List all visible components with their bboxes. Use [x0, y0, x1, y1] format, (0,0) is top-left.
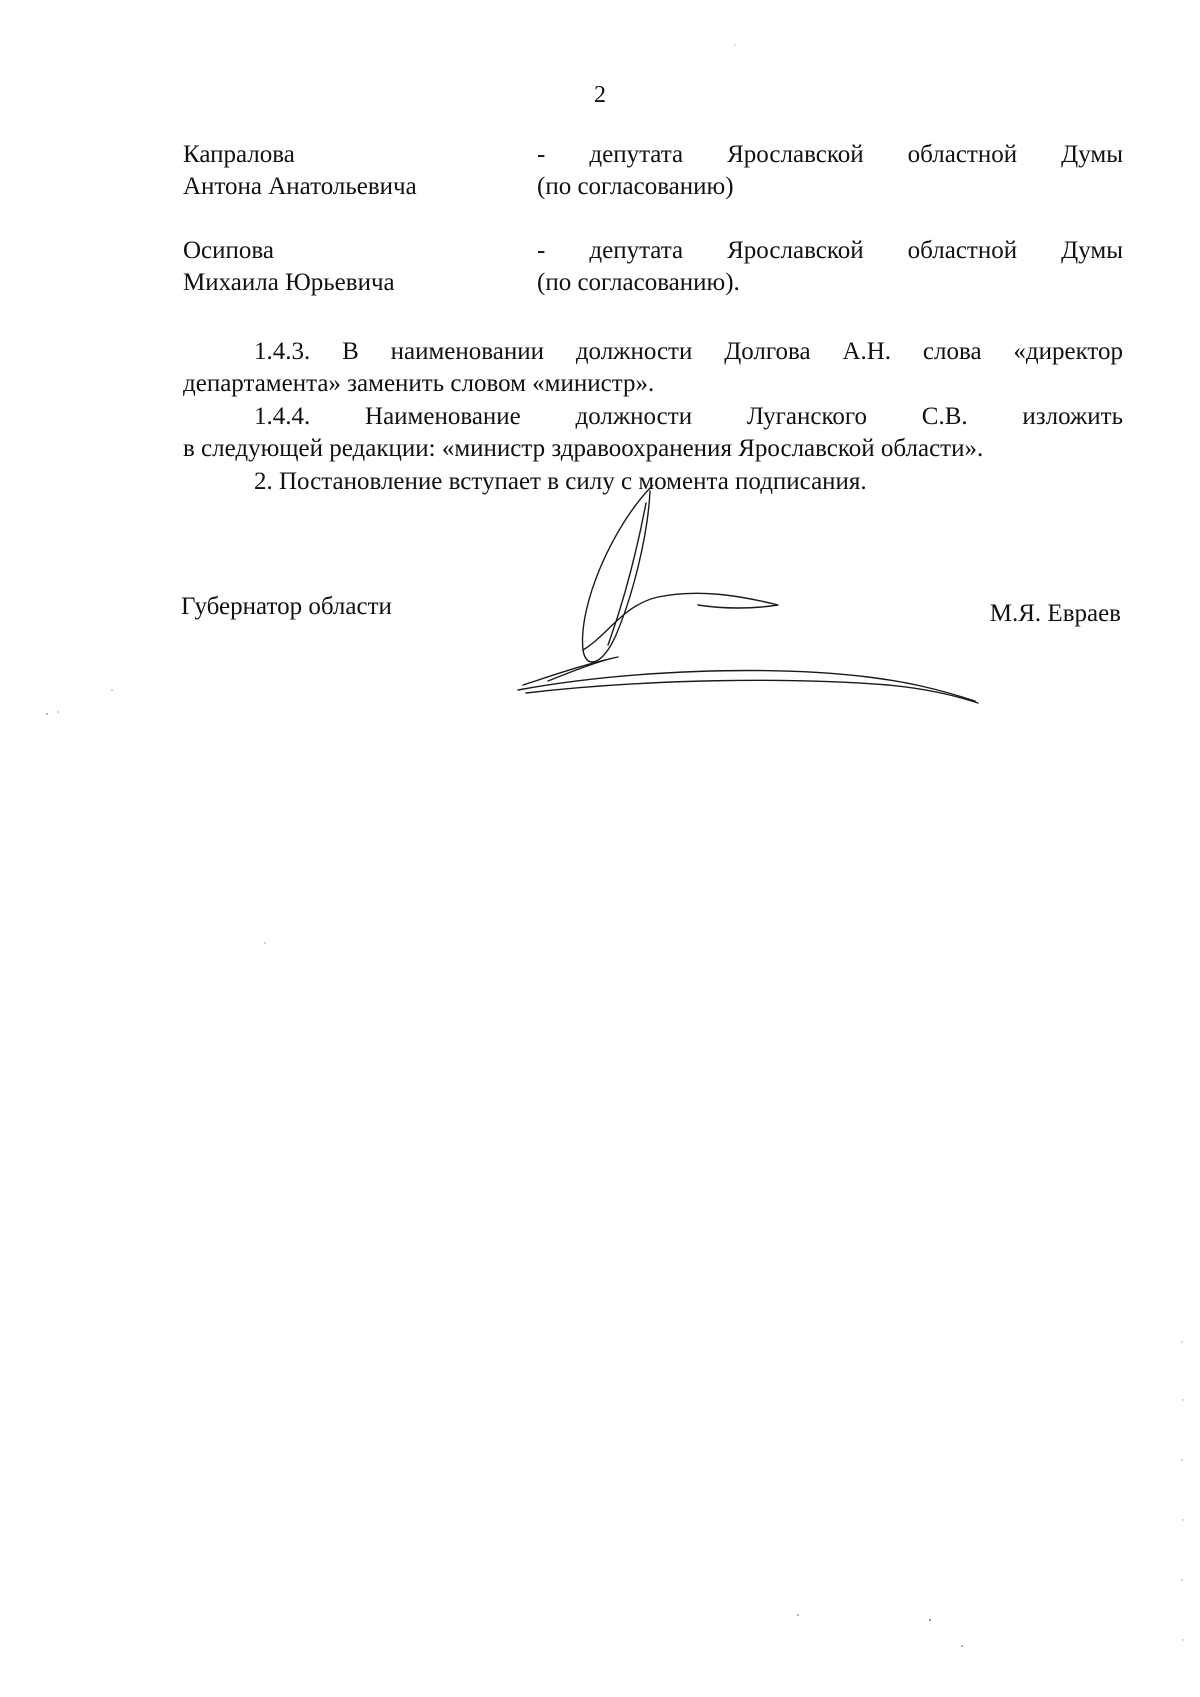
role-word: Думы: [1061, 141, 1123, 168]
paragraph-1-4-4: [183, 401, 1123, 465]
paragraph-2: 2. Постановление вступает в силу с момента подписания.: [254, 468, 867, 495]
role-word: - депутата: [537, 141, 684, 168]
member-role-note: (по согласованию): [537, 173, 734, 200]
member-surname: Осипова: [183, 237, 274, 264]
handwritten-signature: [508, 485, 1008, 715]
role-word: областной: [907, 141, 1018, 168]
member-surname: Капралова: [183, 141, 295, 168]
paragraph-1-4-3: [183, 336, 1123, 400]
paragraph-line: 1.4.3. В наименовании должности Долгова А.Н. слова «директор: [254, 338, 1123, 365]
role-word: областной: [907, 237, 1018, 264]
member-role-line: [537, 235, 1123, 267]
role-word: Ярославской: [727, 237, 864, 264]
paragraph-line: в следующей редакции: «министр здравоохранения Ярославской области».: [183, 435, 984, 462]
member-role-line: [537, 139, 1123, 171]
member-role-note: (по согласованию).: [537, 269, 740, 296]
signatory-name: М.Я. Евраев: [989, 600, 1121, 627]
member-role: [537, 235, 1123, 299]
role-word: Думы: [1061, 237, 1123, 264]
page-number: 2: [594, 82, 606, 108]
member-name: [183, 139, 513, 203]
role-word: - депутата: [537, 237, 684, 264]
signatory-position: Губернатор области: [181, 593, 392, 620]
member-name: [183, 235, 513, 299]
role-word: Ярославской: [727, 141, 864, 168]
member-given-names: Михаила Юрьевича: [183, 269, 395, 296]
member-given-names: Антона Анатольевича: [183, 173, 417, 200]
paragraph-line: департамента» заменить словом «министр».: [183, 370, 655, 397]
paragraph-line: 1.4.4. Наименование должности Луганского С.В. изложить: [254, 403, 1123, 430]
member-role: [537, 139, 1123, 203]
